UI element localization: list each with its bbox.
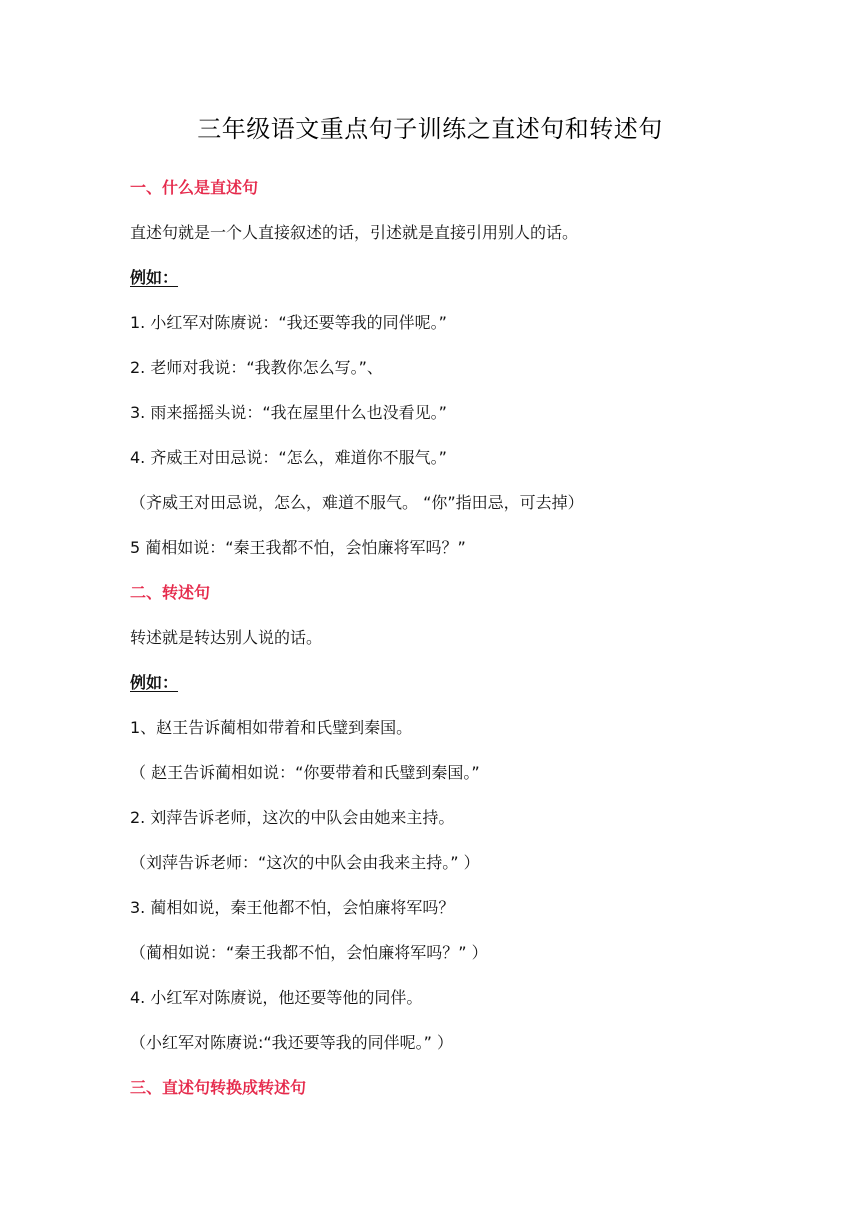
list-item: 2. 刘萍告诉老师，这次的中队会由她来主持。 [130, 808, 455, 827]
example-label-text: 例如： [130, 673, 179, 692]
section-heading-1: 一、什么是直述句 [130, 178, 259, 197]
list-item: 3. 蔺相如说，秦王他都不怕，会怕廉将军吗？ [130, 898, 455, 917]
list-item: 3. 雨来摇摇头说：“我在屋里什么也没看见。” [130, 403, 447, 422]
list-item: （小红军对陈赓说:“我还要等我的同伴呢。” ） [130, 1033, 454, 1052]
example-label-1 [130, 267, 830, 289]
list-item: 2. 老师对我说：“我教你怎么写。”、 [130, 358, 383, 377]
list-item: 1、赵王告诉蔺相如带着和氏璧到秦国。 [130, 718, 413, 737]
section-1-definition: 直述句就是一个人直接叙述的话，引述就是直接引用别人的话。 [130, 223, 579, 242]
section-heading-3: 三、直述句转换成转述句 [130, 1078, 307, 1097]
page-title: 三年级语文重点句子训练之直述句和转述句 [197, 115, 663, 143]
section-2-definition: 转述就是转达别人说的话。 [130, 628, 323, 647]
list-item: （刘萍告诉老师：“这次的中队会由我来主持。” ） [130, 853, 480, 872]
list-item: 4. 小红军对陈赓说，他还要等他的同伴。 [130, 988, 423, 1007]
example-label-text: 例如： [130, 268, 179, 287]
list-item: 4. 齐威王对田忌说：“怎么，难道你不服气。” [130, 448, 447, 467]
list-item: 5 蔺相如说：“秦王我都不怕，会怕廉将军吗？” [130, 538, 466, 557]
list-item: 1. 小红军对陈赓说：“我还要等我的同伴呢。” [130, 313, 447, 332]
list-item: （齐威王对田忌说，怎么，难道不服气。 “你”指田忌，可去掉） [130, 493, 584, 512]
list-item: （蔺相如说：“秦王我都不怕，会怕廉将军吗？” ） [130, 943, 488, 962]
section-heading-2: 二、转述句 [130, 583, 211, 602]
example-label-2 [130, 672, 830, 694]
list-item: （ 赵王告诉蔺相如说：“你要带着和氏璧到秦国。” [130, 763, 480, 782]
